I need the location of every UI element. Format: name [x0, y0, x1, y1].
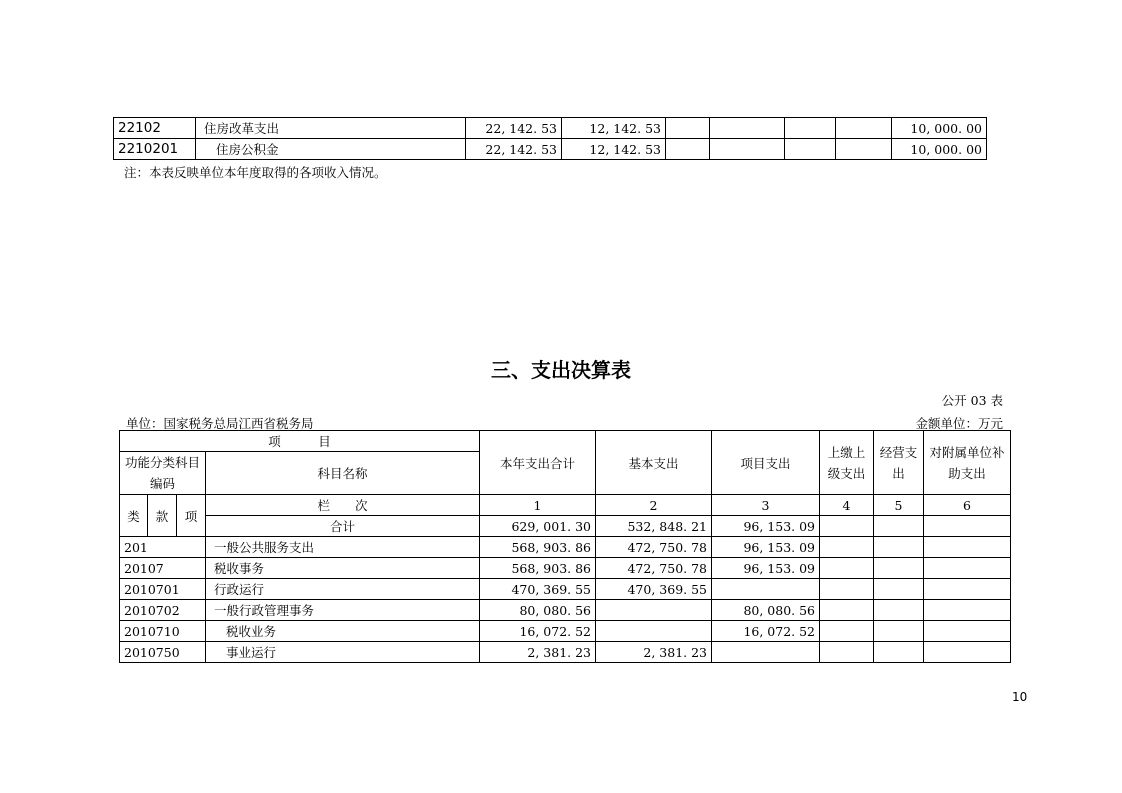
table-number: 公开 03 表 — [941, 393, 1003, 408]
operating-value — [874, 600, 924, 621]
empty-cell — [710, 139, 785, 160]
column-number: 5 — [874, 495, 924, 516]
upper-value — [820, 642, 874, 663]
upper-value — [820, 558, 874, 579]
header-upper: 上缴上级支出 — [820, 431, 874, 495]
table-row — [120, 600, 1011, 621]
annual-total-value: 470, 369. 55 — [480, 579, 596, 600]
amount-unit-label: 金额单位：万元 — [915, 416, 1003, 431]
project-value — [712, 642, 820, 663]
column-number: 1 — [480, 495, 596, 516]
header-basic: 基本支出 — [596, 431, 712, 495]
subject-code: 20107 — [120, 558, 206, 579]
table-row — [120, 579, 1011, 600]
header-lanci: 栏 次 — [206, 495, 480, 516]
empty-cell — [836, 118, 892, 139]
table-note: 注：本表反映单位本年度取得的各项收入情况。 — [124, 165, 387, 180]
subject-code: 2010701 — [120, 579, 206, 600]
table-row — [120, 537, 1011, 558]
header-func-class: 功能分类科目编码 — [120, 452, 206, 495]
subject-name: 一般公共服务支出 — [206, 537, 480, 558]
annual-total-value: 568, 903. 86 — [480, 537, 596, 558]
total-annual: 629, 001. 30 — [480, 516, 596, 537]
header-project: 项目支出 — [712, 431, 820, 495]
column-number: 6 — [924, 495, 1011, 516]
basic-value: 472, 750. 78 — [596, 558, 712, 579]
subject-code: 22102 — [114, 118, 196, 139]
total-row — [120, 516, 1011, 537]
unit-label: 单位：国家税务总局江西省税务局 — [126, 416, 314, 431]
header-subsidy: 对附属单位补助支出 — [924, 431, 1011, 495]
operating-value — [874, 621, 924, 642]
upper-value — [820, 621, 874, 642]
subject-name: 事业运行 — [206, 642, 480, 663]
header-row — [120, 431, 1011, 452]
income-table-continued — [113, 117, 987, 160]
upper-value — [820, 537, 874, 558]
subject-name: 行政运行 — [206, 579, 480, 600]
header-xiang: 项 — [177, 495, 206, 537]
subject-name: 税收业务 — [206, 621, 480, 642]
other-value: 10, 000. 00 — [892, 118, 987, 139]
basic-value: 12, 142. 53 — [562, 118, 666, 139]
subsidy-value — [924, 642, 1011, 663]
table-row — [114, 118, 987, 139]
header-lei: 类 — [120, 495, 148, 537]
annual-total-value: 16, 072. 52 — [480, 621, 596, 642]
project-value: 16, 072. 52 — [712, 621, 820, 642]
basic-value: 2, 381. 23 — [596, 642, 712, 663]
operating-value — [874, 537, 924, 558]
annual-total-value: 2, 381. 23 — [480, 642, 596, 663]
empty-cell — [666, 118, 710, 139]
subject-code: 2010750 — [120, 642, 206, 663]
total-label: 合计 — [206, 516, 480, 537]
subject-code: 2010710 — [120, 621, 206, 642]
upper-value — [820, 600, 874, 621]
basic-value — [596, 600, 712, 621]
upper-value — [820, 579, 874, 600]
project-value: 80, 080. 56 — [712, 600, 820, 621]
basic-value: 472, 750. 78 — [596, 537, 712, 558]
subsidy-value — [924, 537, 1011, 558]
page-title: 三、支出决算表 — [491, 358, 631, 382]
empty-cell — [836, 139, 892, 160]
subject-code: 201 — [120, 537, 206, 558]
project-value: 96, 153. 09 — [712, 558, 820, 579]
project-value: 96, 153. 09 — [712, 537, 820, 558]
annual-total-value: 80, 080. 56 — [480, 600, 596, 621]
subsidy-value — [924, 621, 1011, 642]
empty-cell — [785, 118, 836, 139]
column-number: 3 — [712, 495, 820, 516]
total-value: 22, 142. 53 — [466, 118, 562, 139]
expenditure-table — [119, 430, 1011, 663]
subject-code: 2210201 — [114, 139, 196, 160]
subject-name: 一般行政管理事务 — [206, 600, 480, 621]
empty-cell — [710, 118, 785, 139]
operating-value — [874, 558, 924, 579]
subsidy-value — [924, 558, 1011, 579]
subject-code: 2010702 — [120, 600, 206, 621]
basic-value: 470, 369. 55 — [596, 579, 712, 600]
total-subsidy — [924, 516, 1011, 537]
basic-value — [596, 621, 712, 642]
basic-value: 12, 142. 53 — [562, 139, 666, 160]
header-annual-total: 本年支出合计 — [480, 431, 596, 495]
subsidy-value — [924, 579, 1011, 600]
header-operating: 经营支出 — [874, 431, 924, 495]
subject-name: 税收事务 — [206, 558, 480, 579]
empty-cell — [666, 139, 710, 160]
page-number: 10 — [1012, 690, 1028, 704]
header-row — [120, 495, 1011, 516]
total-project: 96, 153. 09 — [712, 516, 820, 537]
total-operating — [874, 516, 924, 537]
table-row — [120, 642, 1011, 663]
header-kuan: 款 — [148, 495, 177, 537]
table-row — [120, 558, 1011, 579]
header-item: 项 目 — [120, 431, 480, 452]
other-value: 10, 000. 00 — [892, 139, 987, 160]
table-row — [114, 139, 987, 160]
empty-cell — [785, 139, 836, 160]
operating-value — [874, 579, 924, 600]
operating-value — [874, 642, 924, 663]
subject-name: 住房改革支出 — [196, 118, 466, 139]
project-value — [712, 579, 820, 600]
subject-name: 住房公积金 — [196, 139, 466, 160]
total-value: 22, 142. 53 — [466, 139, 562, 160]
total-basic: 532, 848. 21 — [596, 516, 712, 537]
column-number: 4 — [820, 495, 874, 516]
subsidy-value — [924, 600, 1011, 621]
header-subject-name: 科目名称 — [206, 452, 480, 495]
total-upper — [820, 516, 874, 537]
annual-total-value: 568, 903. 86 — [480, 558, 596, 579]
table-row — [120, 621, 1011, 642]
column-number: 2 — [596, 495, 712, 516]
